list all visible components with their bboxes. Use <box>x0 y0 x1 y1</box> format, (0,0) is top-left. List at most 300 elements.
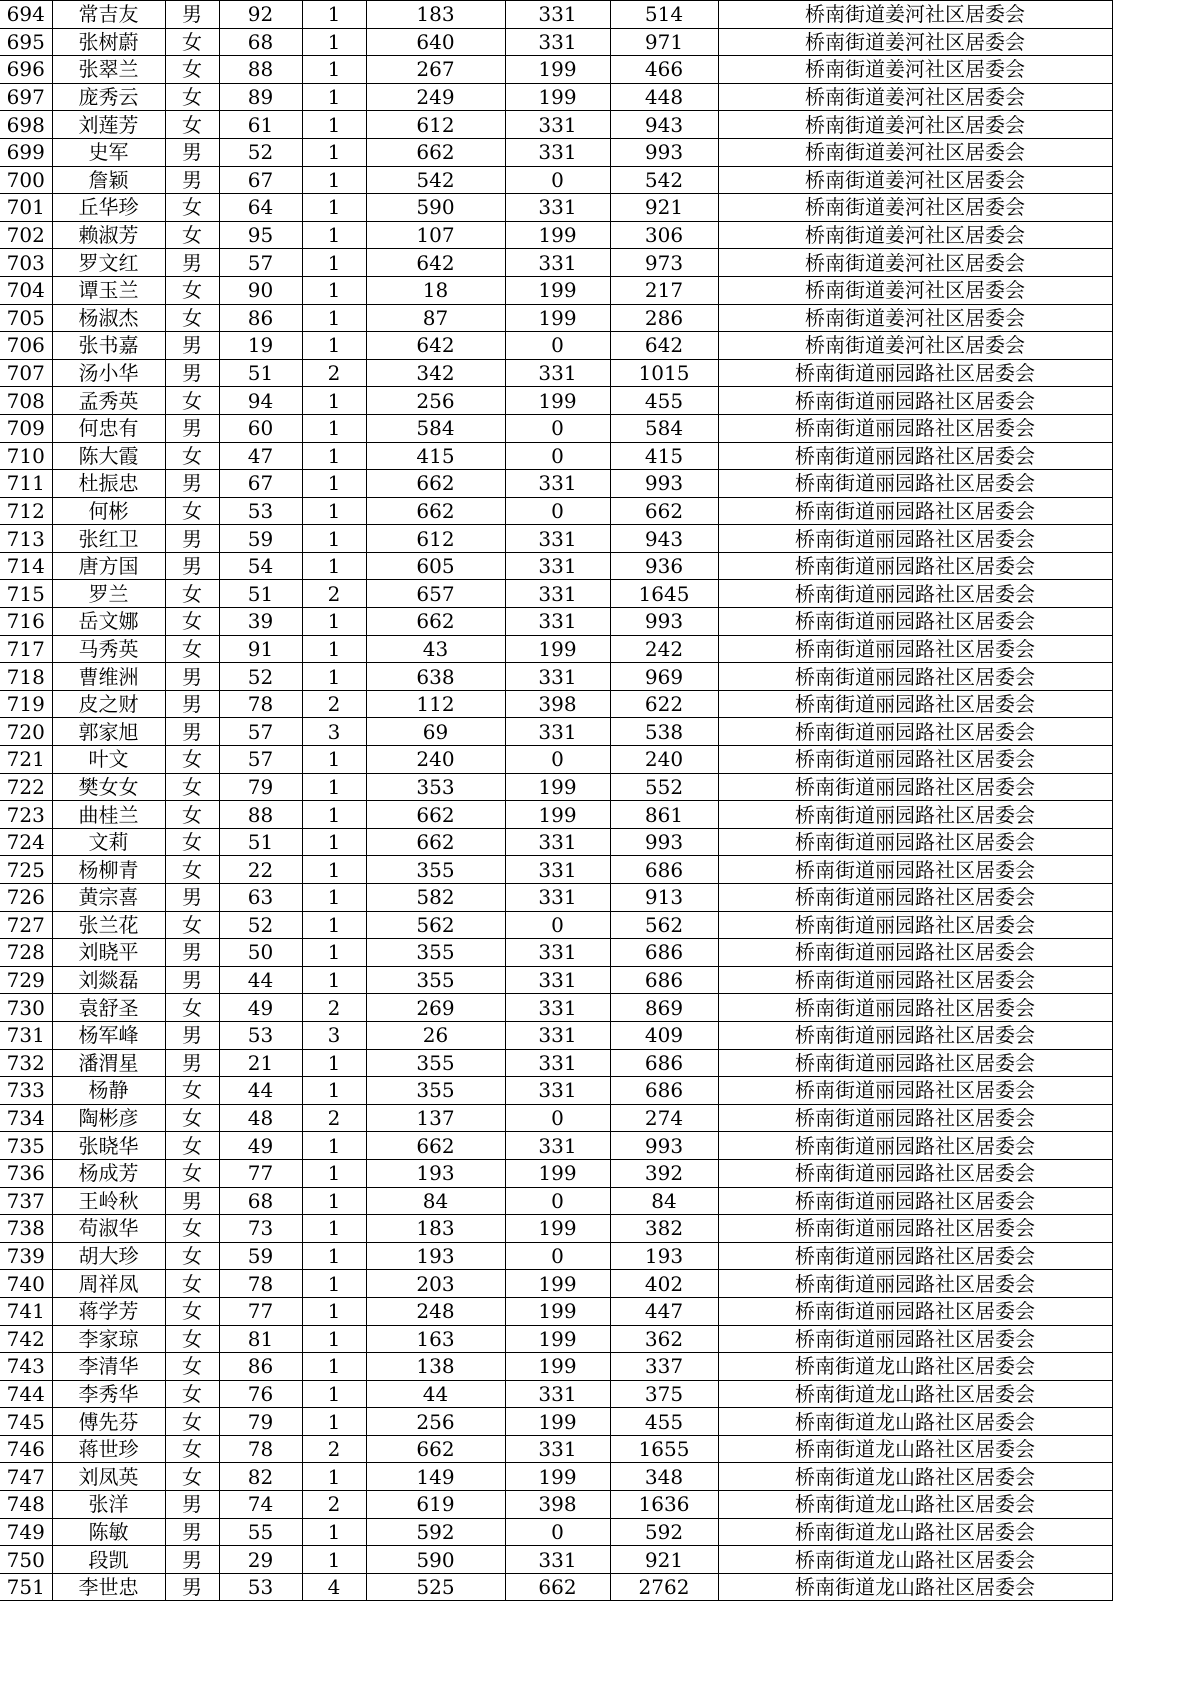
cell-amount-a: 542 <box>366 166 505 194</box>
cell-gender: 女 <box>165 635 219 663</box>
cell-gender: 女 <box>165 994 219 1022</box>
cell-community: 桥南街道丽园路社区居委会 <box>718 1159 1112 1187</box>
cell-row-number: 737 <box>0 1187 52 1215</box>
cell-age: 79 <box>219 773 302 801</box>
cell-gender: 男 <box>165 1518 219 1546</box>
table-row <box>0 911 1112 939</box>
table-row <box>0 1463 1112 1491</box>
cell-row-number: 735 <box>0 1132 52 1160</box>
cell-community: 桥南街道丽园路社区居委会 <box>718 1132 1112 1160</box>
cell-amount-a: 525 <box>366 1573 505 1601</box>
cell-community: 桥南街道丽园路社区居委会 <box>718 414 1112 442</box>
table-row <box>0 939 1112 967</box>
table-row <box>0 1242 1112 1270</box>
cell-row-number: 695 <box>0 28 52 56</box>
cell-amount-b: 331 <box>505 111 610 139</box>
cell-community: 桥南街道丽园路社区居委会 <box>718 663 1112 691</box>
cell-name: 刘凤英 <box>52 1463 165 1491</box>
cell-amount-b: 0 <box>505 1187 610 1215</box>
table-row <box>0 718 1112 746</box>
cell-gender: 男 <box>165 1187 219 1215</box>
cell-amount-b: 0 <box>505 1518 610 1546</box>
cell-total: 402 <box>610 1270 718 1298</box>
cell-household-count: 2 <box>302 994 366 1022</box>
cell-amount-a: 249 <box>366 83 505 111</box>
cell-amount-a: 26 <box>366 1021 505 1049</box>
cell-household-count: 1 <box>302 1463 366 1491</box>
table-row <box>0 966 1112 994</box>
cell-amount-b: 199 <box>505 635 610 663</box>
cell-total: 584 <box>610 414 718 442</box>
cell-total: 466 <box>610 56 718 84</box>
cell-name: 罗文红 <box>52 249 165 277</box>
cell-community: 桥南街道丽园路社区居委会 <box>718 966 1112 994</box>
cell-total: 552 <box>610 773 718 801</box>
cell-name: 郭家旭 <box>52 718 165 746</box>
cell-total: 971 <box>610 28 718 56</box>
cell-age: 52 <box>219 663 302 691</box>
cell-community: 桥南街道丽园路社区居委会 <box>718 1325 1112 1353</box>
cell-row-number: 747 <box>0 1463 52 1491</box>
cell-age: 68 <box>219 1187 302 1215</box>
cell-amount-a: 562 <box>366 911 505 939</box>
cell-name: 苟淑华 <box>52 1215 165 1243</box>
cell-row-number: 744 <box>0 1380 52 1408</box>
cell-age: 60 <box>219 414 302 442</box>
cell-household-count: 1 <box>302 525 366 553</box>
cell-household-count: 1 <box>302 221 366 249</box>
cell-household-count: 1 <box>302 1297 366 1325</box>
cell-age: 86 <box>219 1353 302 1381</box>
cell-age: 95 <box>219 221 302 249</box>
cell-amount-b: 199 <box>505 56 610 84</box>
cell-row-number: 741 <box>0 1297 52 1325</box>
cell-age: 19 <box>219 332 302 360</box>
cell-gender: 女 <box>165 1215 219 1243</box>
cell-household-count: 1 <box>302 276 366 304</box>
cell-household-count: 1 <box>302 1159 366 1187</box>
cell-community: 桥南街道姜河社区居委会 <box>718 166 1112 194</box>
cell-row-number: 718 <box>0 663 52 691</box>
table-row <box>0 608 1112 636</box>
cell-amount-a: 590 <box>366 194 505 222</box>
cell-total: 642 <box>610 332 718 360</box>
cell-gender: 女 <box>165 276 219 304</box>
cell-row-number: 719 <box>0 690 52 718</box>
cell-age: 79 <box>219 1408 302 1436</box>
cell-amount-a: 112 <box>366 690 505 718</box>
cell-total: 306 <box>610 221 718 249</box>
cell-row-number: 710 <box>0 442 52 470</box>
cell-total: 409 <box>610 1021 718 1049</box>
cell-row-number: 729 <box>0 966 52 994</box>
cell-gender: 女 <box>165 608 219 636</box>
cell-amount-a: 355 <box>366 856 505 884</box>
cell-community: 桥南街道姜河社区居委会 <box>718 56 1112 84</box>
cell-amount-b: 199 <box>505 1215 610 1243</box>
cell-total: 1655 <box>610 1435 718 1463</box>
cell-name: 孟秀英 <box>52 387 165 415</box>
cell-gender: 男 <box>165 939 219 967</box>
cell-community: 桥南街道龙山路社区居委会 <box>718 1408 1112 1436</box>
table-row <box>0 525 1112 553</box>
cell-amount-a: 355 <box>366 1077 505 1105</box>
cell-name: 丘华珍 <box>52 194 165 222</box>
cell-gender: 女 <box>165 1132 219 1160</box>
table-row <box>0 359 1112 387</box>
cell-amount-b: 331 <box>505 28 610 56</box>
cell-household-count: 1 <box>302 194 366 222</box>
cell-name: 黄宗喜 <box>52 884 165 912</box>
cell-amount-b: 199 <box>505 1270 610 1298</box>
cell-gender: 男 <box>165 525 219 553</box>
cell-community: 桥南街道龙山路社区居委会 <box>718 1353 1112 1381</box>
cell-household-count: 1 <box>302 111 366 139</box>
cell-age: 29 <box>219 1546 302 1574</box>
cell-name: 曲桂兰 <box>52 801 165 829</box>
cell-household-count: 1 <box>302 1380 366 1408</box>
table-row <box>0 1021 1112 1049</box>
cell-row-number: 717 <box>0 635 52 663</box>
cell-name: 陶彬彦 <box>52 1104 165 1132</box>
cell-household-count: 1 <box>302 828 366 856</box>
cell-total: 348 <box>610 1463 718 1491</box>
cell-row-number: 725 <box>0 856 52 884</box>
cell-name: 文莉 <box>52 828 165 856</box>
cell-household-count: 1 <box>302 1132 366 1160</box>
cell-age: 48 <box>219 1104 302 1132</box>
cell-gender: 女 <box>165 111 219 139</box>
cell-community: 桥南街道姜河社区居委会 <box>718 111 1112 139</box>
cell-gender: 女 <box>165 221 219 249</box>
cell-amount-a: 592 <box>366 1518 505 1546</box>
cell-community: 桥南街道龙山路社区居委会 <box>718 1380 1112 1408</box>
cell-household-count: 1 <box>302 1077 366 1105</box>
cell-household-count: 3 <box>302 1021 366 1049</box>
cell-gender: 男 <box>165 663 219 691</box>
table-row <box>0 304 1112 332</box>
table-row <box>0 166 1112 194</box>
cell-amount-b: 0 <box>505 497 610 525</box>
cell-community: 桥南街道姜河社区居委会 <box>718 194 1112 222</box>
cell-age: 57 <box>219 718 302 746</box>
cell-total: 921 <box>610 194 718 222</box>
cell-age: 88 <box>219 801 302 829</box>
table-row <box>0 663 1112 691</box>
cell-community: 桥南街道龙山路社区居委会 <box>718 1546 1112 1574</box>
cell-age: 53 <box>219 497 302 525</box>
table-row <box>0 856 1112 884</box>
cell-row-number: 701 <box>0 194 52 222</box>
cell-amount-a: 107 <box>366 221 505 249</box>
cell-amount-b: 331 <box>505 138 610 166</box>
cell-household-count: 1 <box>302 552 366 580</box>
cell-total: 514 <box>610 1 718 29</box>
cell-amount-b: 398 <box>505 690 610 718</box>
cell-amount-b: 331 <box>505 718 610 746</box>
table-row <box>0 1215 1112 1243</box>
cell-household-count: 1 <box>302 332 366 360</box>
cell-household-count: 1 <box>302 1353 366 1381</box>
cell-amount-b: 199 <box>505 1297 610 1325</box>
cell-amount-b: 0 <box>505 911 610 939</box>
table-row <box>0 580 1112 608</box>
cell-gender: 女 <box>165 1353 219 1381</box>
cell-age: 22 <box>219 856 302 884</box>
cell-name: 张红卫 <box>52 525 165 553</box>
cell-gender: 男 <box>165 690 219 718</box>
cell-amount-a: 248 <box>366 1297 505 1325</box>
cell-gender: 男 <box>165 966 219 994</box>
cell-community: 桥南街道丽园路社区居委会 <box>718 884 1112 912</box>
table-row <box>0 552 1112 580</box>
table-row <box>0 1380 1112 1408</box>
cell-household-count: 1 <box>302 1242 366 1270</box>
cell-amount-a: 203 <box>366 1270 505 1298</box>
cell-row-number: 723 <box>0 801 52 829</box>
cell-row-number: 722 <box>0 773 52 801</box>
cell-household-count: 1 <box>302 470 366 498</box>
cell-age: 49 <box>219 994 302 1022</box>
cell-gender: 女 <box>165 304 219 332</box>
cell-gender: 男 <box>165 249 219 277</box>
cell-age: 90 <box>219 276 302 304</box>
cell-total: 592 <box>610 1518 718 1546</box>
cell-amount-a: 240 <box>366 746 505 774</box>
cell-total: 455 <box>610 1408 718 1436</box>
cell-amount-a: 269 <box>366 994 505 1022</box>
cell-gender: 女 <box>165 1270 219 1298</box>
cell-name: 胡大珍 <box>52 1242 165 1270</box>
cell-age: 68 <box>219 28 302 56</box>
table-row <box>0 994 1112 1022</box>
cell-amount-b: 0 <box>505 746 610 774</box>
cell-name: 刘莲芳 <box>52 111 165 139</box>
cell-name: 叶文 <box>52 746 165 774</box>
cell-gender: 男 <box>165 166 219 194</box>
cell-total: 375 <box>610 1380 718 1408</box>
cell-community: 桥南街道丽园路社区居委会 <box>718 359 1112 387</box>
cell-community: 桥南街道丽园路社区居委会 <box>718 1187 1112 1215</box>
cell-amount-a: 137 <box>366 1104 505 1132</box>
cell-row-number: 709 <box>0 414 52 442</box>
cell-row-number: 716 <box>0 608 52 636</box>
cell-row-number: 706 <box>0 332 52 360</box>
cell-gender: 男 <box>165 1491 219 1519</box>
cell-age: 64 <box>219 194 302 222</box>
cell-household-count: 1 <box>302 138 366 166</box>
cell-amount-b: 199 <box>505 221 610 249</box>
cell-total: 993 <box>610 608 718 636</box>
cell-amount-a: 612 <box>366 525 505 553</box>
cell-gender: 女 <box>165 746 219 774</box>
cell-household-count: 1 <box>302 28 366 56</box>
cell-name: 潘渭星 <box>52 1049 165 1077</box>
cell-amount-a: 342 <box>366 359 505 387</box>
cell-age: 49 <box>219 1132 302 1160</box>
cell-household-count: 1 <box>302 1518 366 1546</box>
table-row <box>0 276 1112 304</box>
cell-amount-b: 331 <box>505 939 610 967</box>
cell-gender: 女 <box>165 828 219 856</box>
cell-community: 桥南街道丽园路社区居委会 <box>718 552 1112 580</box>
cell-age: 57 <box>219 249 302 277</box>
cell-amount-b: 331 <box>505 966 610 994</box>
table-row <box>0 1573 1112 1601</box>
cell-gender: 女 <box>165 442 219 470</box>
cell-household-count: 1 <box>302 166 366 194</box>
cell-amount-b: 0 <box>505 1242 610 1270</box>
cell-row-number: 748 <box>0 1491 52 1519</box>
cell-name: 蒋学芳 <box>52 1297 165 1325</box>
cell-amount-a: 582 <box>366 884 505 912</box>
cell-household-count: 1 <box>302 801 366 829</box>
cell-name: 李秀华 <box>52 1380 165 1408</box>
cell-age: 67 <box>219 470 302 498</box>
cell-name: 张翠兰 <box>52 56 165 84</box>
cell-gender: 男 <box>165 138 219 166</box>
cell-community: 桥南街道姜河社区居委会 <box>718 332 1112 360</box>
cell-total: 969 <box>610 663 718 691</box>
cell-age: 53 <box>219 1021 302 1049</box>
cell-total: 286 <box>610 304 718 332</box>
cell-gender: 男 <box>165 1546 219 1574</box>
cell-age: 77 <box>219 1297 302 1325</box>
cell-community: 桥南街道龙山路社区居委会 <box>718 1435 1112 1463</box>
cell-gender: 女 <box>165 801 219 829</box>
cell-total: 622 <box>610 690 718 718</box>
cell-community: 桥南街道丽园路社区居委会 <box>718 1297 1112 1325</box>
cell-community: 桥南街道丽园路社区居委会 <box>718 635 1112 663</box>
cell-amount-b: 331 <box>505 580 610 608</box>
cell-age: 59 <box>219 525 302 553</box>
cell-age: 78 <box>219 690 302 718</box>
cell-amount-b: 331 <box>505 1077 610 1105</box>
cell-amount-b: 199 <box>505 1463 610 1491</box>
cell-gender: 男 <box>165 718 219 746</box>
cell-community: 桥南街道丽园路社区居委会 <box>718 773 1112 801</box>
cell-household-count: 1 <box>302 884 366 912</box>
cell-household-count: 1 <box>302 773 366 801</box>
cell-amount-b: 331 <box>505 856 610 884</box>
cell-community: 桥南街道姜河社区居委会 <box>718 221 1112 249</box>
cell-amount-a: 619 <box>366 1491 505 1519</box>
cell-age: 67 <box>219 166 302 194</box>
table-row <box>0 249 1112 277</box>
cell-name: 杨成芳 <box>52 1159 165 1187</box>
cell-amount-b: 0 <box>505 332 610 360</box>
cell-total: 686 <box>610 1049 718 1077</box>
cell-row-number: 738 <box>0 1215 52 1243</box>
cell-age: 59 <box>219 1242 302 1270</box>
cell-amount-a: 662 <box>366 1132 505 1160</box>
cell-community: 桥南街道龙山路社区居委会 <box>718 1463 1112 1491</box>
cell-amount-a: 662 <box>366 1435 505 1463</box>
cell-total: 943 <box>610 525 718 553</box>
cell-total: 1645 <box>610 580 718 608</box>
cell-name: 陈敏 <box>52 1518 165 1546</box>
cell-total: 936 <box>610 552 718 580</box>
cell-age: 47 <box>219 442 302 470</box>
cell-name: 何忠有 <box>52 414 165 442</box>
table-row <box>0 1325 1112 1353</box>
cell-name: 赖淑芳 <box>52 221 165 249</box>
cell-amount-b: 331 <box>505 249 610 277</box>
cell-row-number: 739 <box>0 1242 52 1270</box>
cell-amount-b: 199 <box>505 83 610 111</box>
cell-amount-a: 163 <box>366 1325 505 1353</box>
cell-amount-a: 193 <box>366 1159 505 1187</box>
cell-amount-b: 331 <box>505 884 610 912</box>
cell-total: 861 <box>610 801 718 829</box>
cell-row-number: 702 <box>0 221 52 249</box>
cell-community: 桥南街道丽园路社区居委会 <box>718 1215 1112 1243</box>
cell-age: 63 <box>219 884 302 912</box>
cell-amount-b: 331 <box>505 525 610 553</box>
cell-amount-a: 640 <box>366 28 505 56</box>
cell-name: 皮之财 <box>52 690 165 718</box>
table-row <box>0 442 1112 470</box>
cell-row-number: 749 <box>0 1518 52 1546</box>
cell-row-number: 700 <box>0 166 52 194</box>
table-row <box>0 1 1112 29</box>
cell-row-number: 751 <box>0 1573 52 1601</box>
cell-household-count: 2 <box>302 1435 366 1463</box>
table-row <box>0 221 1112 249</box>
cell-amount-b: 199 <box>505 1353 610 1381</box>
cell-name: 王岭秋 <box>52 1187 165 1215</box>
cell-total: 217 <box>610 276 718 304</box>
cell-name: 马秀英 <box>52 635 165 663</box>
table-row <box>0 1297 1112 1325</box>
cell-amount-a: 605 <box>366 552 505 580</box>
cell-row-number: 697 <box>0 83 52 111</box>
table-row <box>0 1435 1112 1463</box>
table-row <box>0 1159 1112 1187</box>
cell-gender: 女 <box>165 387 219 415</box>
cell-amount-b: 199 <box>505 304 610 332</box>
cell-amount-b: 331 <box>505 1380 610 1408</box>
cell-household-count: 2 <box>302 690 366 718</box>
cell-amount-a: 149 <box>366 1463 505 1491</box>
cell-gender: 女 <box>165 497 219 525</box>
cell-household-count: 1 <box>302 608 366 636</box>
cell-community: 桥南街道龙山路社区居委会 <box>718 1518 1112 1546</box>
cell-amount-b: 331 <box>505 608 610 636</box>
cell-gender: 女 <box>165 1297 219 1325</box>
cell-household-count: 1 <box>302 497 366 525</box>
cell-household-count: 1 <box>302 635 366 663</box>
cell-name: 张树蔚 <box>52 28 165 56</box>
cell-amount-b: 331 <box>505 194 610 222</box>
cell-amount-b: 398 <box>505 1491 610 1519</box>
cell-community: 桥南街道丽园路社区居委会 <box>718 442 1112 470</box>
cell-row-number: 728 <box>0 939 52 967</box>
cell-community: 桥南街道姜河社区居委会 <box>718 138 1112 166</box>
cell-amount-a: 256 <box>366 387 505 415</box>
cell-row-number: 732 <box>0 1049 52 1077</box>
table-row <box>0 1546 1112 1574</box>
cell-total: 662 <box>610 497 718 525</box>
cell-age: 57 <box>219 746 302 774</box>
cell-name: 周祥凤 <box>52 1270 165 1298</box>
table-row <box>0 773 1112 801</box>
cell-household-count: 2 <box>302 1491 366 1519</box>
cell-household-count: 1 <box>302 1049 366 1077</box>
cell-row-number: 694 <box>0 1 52 29</box>
cell-total: 242 <box>610 635 718 663</box>
cell-name: 杨柳青 <box>52 856 165 884</box>
